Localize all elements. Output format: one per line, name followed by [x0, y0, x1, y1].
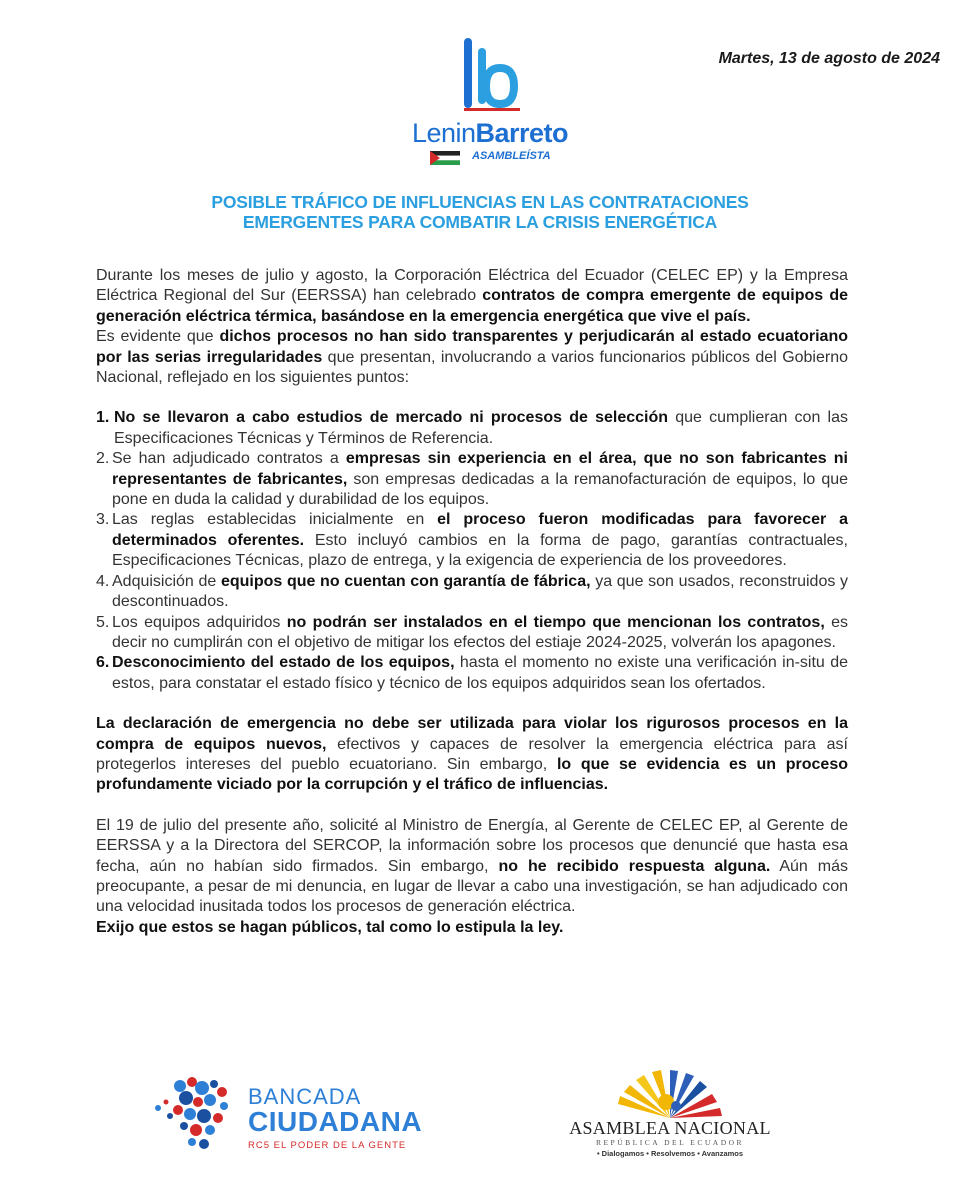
bancada-slogan: RC5 EL PODER DE LA GENTE	[248, 1140, 407, 1151]
bancada-line-1: BANCADA	[248, 1084, 362, 1109]
logo-name-last: Barreto	[475, 118, 569, 148]
lb-monogram-icon	[400, 30, 600, 120]
emphasis-run: empresas sin experiencia en el área, que no son fabricantes ni representantes de fabricantes,	[112, 450, 849, 488]
list-number: 6.	[96, 654, 110, 672]
emphasis-run: No se llevaron a cabo estudios de mercado ni procesos de selección	[114, 409, 669, 427]
text-run: El 19 de julio del presente año, solicité al Ministro de Energía, al Gerente de CELEC EP, al Gerente de EERSSA y a la Directora del SERCOP, la información sobre los procesos que denuncié que hasta esa fecha, aún no habían sido firmados. Sin embargo,	[96, 816, 848, 875]
text-run: hasta el momento no existe una verificación in-situ de estos, para constatar el estado físico y técnico de los equipos adquiridos sean los ofertados.	[112, 654, 849, 692]
demand-paragraph	[96, 918, 848, 938]
emphasis-run: Desconocimiento del estado de los equipos,	[112, 654, 455, 672]
dots-map-icon	[150, 1060, 250, 1160]
text-run: son empresas dedicadas a la remanofacturación de equipos, lo que pone en duda la calidad y durabilidad de los equipos.	[112, 470, 849, 509]
list-item	[96, 572, 848, 613]
document-body	[96, 266, 848, 938]
emphasis-run: Exijo que estos se hagan públicos, tal como lo estipula la ley.	[96, 918, 564, 936]
emphasis-run: dichos procesos no han sido transparentes y perjudicarán al estado ecuatoriano por las serias irregularidades	[96, 328, 849, 366]
emphasis-run: lo que se evidencia es un proceso profundamente viciado por la corrupción y el tráfico de influencias.	[96, 755, 849, 794]
logo-name-first: Lenin	[411, 118, 476, 148]
list-item	[96, 613, 848, 654]
text-run: ya que son usados, reconstruidos y descontinuados.	[112, 572, 849, 611]
logo-subtitle: ASAMBLEÍSTA	[472, 150, 551, 162]
text-run: Se han adjudicado contratos a	[112, 450, 346, 468]
list-item	[96, 653, 848, 694]
list-number: 5.	[96, 613, 110, 631]
bancada-line-2: CIUDADANA	[248, 1106, 423, 1137]
lenin-barreto-logo	[400, 30, 600, 180]
list-number: 4.	[96, 572, 110, 590]
text-run: Adquisición de	[112, 572, 221, 590]
asamblea-country: REPÚBLICA DEL ECUADOR	[595, 1138, 745, 1147]
text-run: Es evidente que	[96, 328, 220, 346]
emphasis-run: el proceso fueron modificadas para favorecer a determinados oferentes.	[112, 511, 849, 549]
emphasis-run: no he recibido respuesta alguna.	[498, 857, 771, 875]
list-number: 1.	[96, 409, 110, 427]
closing-paragraph	[96, 816, 848, 918]
text-run: es decir no cumplirán con el objetivo de mitigar los efectos del estiaje 2024-2025, volverán los apagones.	[112, 613, 849, 651]
document-date: Martes, 13 de agosto de 2024	[718, 50, 940, 67]
conclusion-paragraph	[96, 714, 848, 796]
text-run: Las reglas establecidas inicialmente en	[112, 511, 438, 529]
logo-name	[400, 118, 580, 149]
bancada-ciudadana-logo	[150, 1060, 430, 1160]
irregularities-list	[96, 408, 848, 694]
flag-icon	[430, 151, 460, 165]
list-number: 3.	[96, 511, 110, 529]
text-run: efectivos y capaces de resolver la emergencia eléctrica para así protegerlos intereses del pueblo ecuatoriano. Sin embargo,	[96, 735, 849, 773]
list-item	[96, 510, 848, 571]
text-run: Durante los meses de julio y agosto, la Corporación Eléctrica del Ecuador (CELEC EP) y la Empresa Eléctrica Regional del Sur (EERSSA) han celebrado	[96, 267, 848, 305]
asamblea-nacional-logo	[560, 1068, 780, 1168]
title-line-1: POSIBLE TRÁFICO DE INFLUENCIAS EN LAS CONTRATACIONES	[211, 192, 749, 212]
text-run: Los equipos adquiridos	[112, 613, 287, 631]
text-run: Aún más preocupante, a pesar de mi denuncia, en lugar de llevar a cabo una investigación, se han adjudicado con una velocidad inusitada todos los procesos de generación eléctrica.	[96, 857, 848, 916]
document-title	[60, 192, 900, 232]
intro-paragraph-1	[96, 266, 848, 327]
list-number: 2.	[96, 450, 110, 468]
text-run: que presentan, involucrando a varios funcionarios públicos del Gobierno Nacional, reflejado en los siguientes puntos:	[96, 348, 849, 387]
title-line-2: EMERGENTES PARA COMBATIR LA CRISIS ENERGÉTICA	[242, 212, 718, 232]
text-run: Esto incluyó cambios en la forma de pago, garantías contractuales, Especificaciones Técnicas, plazo de entrega, y la exigencia de experiencia de los proveedores.	[112, 531, 849, 570]
asamblea-slogan: • Dialogamos • Resolvemos • Avanzamos	[596, 1149, 744, 1158]
sunburst-emblem-icon	[560, 1068, 780, 1120]
list-item	[96, 408, 848, 449]
emphasis-run: equipos que no cuentan con garantía de fábrica,	[220, 572, 591, 590]
emphasis-run: contratos de compra emergente de equipos de generación eléctrica térmica, basándose en la emergencia energética que vive el país.	[96, 287, 848, 325]
emphasis-run: no podrán ser instalados en el tiempo que mencionan los contratos,	[286, 613, 825, 631]
asamblea-name: ASAMBLEA NACIONAL	[569, 1118, 771, 1138]
emphasis-run: La declaración de emergencia no debe ser utilizada para violar los rigurosos procesos en la compra de equipos nuevos,	[96, 715, 848, 753]
list-item	[96, 449, 848, 510]
text-run: que cumplieran con las Especificaciones Técnicas y Términos de Referencia.	[114, 409, 849, 447]
intro-paragraph-2	[96, 327, 848, 388]
